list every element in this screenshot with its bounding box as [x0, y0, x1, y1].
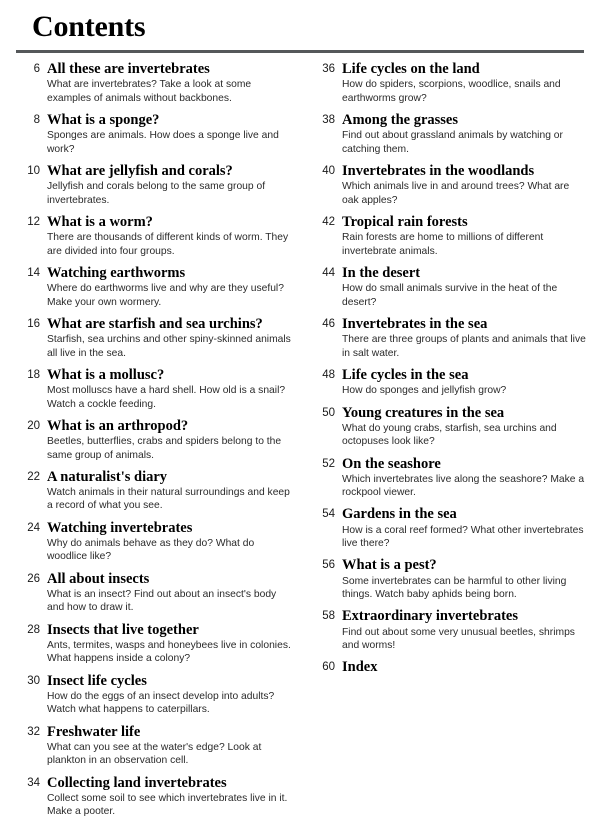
contents-column-right [309, 61, 586, 683]
toc-entry-title: Among the grasses [342, 111, 458, 128]
toc-entry-body [47, 775, 291, 819]
toc-entry-title: What are starfish and sea urchins? [47, 315, 263, 332]
toc-entry[interactable] [14, 316, 291, 360]
toc-entry-body [47, 520, 291, 564]
toc-page-number: 28 [27, 623, 40, 636]
toc-page-number: 22 [27, 470, 40, 483]
toc-page-number: 16 [27, 317, 40, 330]
toc-entry[interactable] [14, 265, 291, 309]
toc-entry-body [342, 506, 586, 550]
toc-page-number: 6 [33, 63, 40, 75]
toc-entry-title: In the desert [342, 264, 421, 281]
toc-entry-description: Starfish, sea urchins and other spiny-skinned animals all live in the sea. [47, 334, 291, 359]
toc-entry-body [47, 265, 291, 309]
toc-page-number: 26 [27, 572, 40, 585]
toc-page-number: 20 [27, 419, 40, 432]
toc-entry[interactable] [309, 659, 586, 675]
toc-entry-description: Where do earthworms live and why are they useful? Make your own wormery. [47, 283, 284, 308]
toc-entry-body [47, 316, 291, 360]
toc-entry[interactable] [309, 557, 586, 601]
toc-page-number: 58 [322, 610, 335, 623]
toc-entry[interactable] [309, 163, 586, 207]
toc-entry[interactable] [309, 316, 586, 360]
toc-entry-title: All about insects [47, 570, 150, 587]
toc-entry[interactable] [14, 214, 291, 258]
toc-page-number: 48 [322, 368, 335, 381]
toc-entry-body [342, 265, 586, 309]
toc-entry-description: How is a coral reef formed? What other invertebrates live there? [342, 524, 584, 550]
toc-entry[interactable] [309, 608, 586, 652]
toc-entry[interactable] [14, 571, 291, 615]
toc-entry-description: Sponges are animals. How does a sponge live and work? [47, 130, 279, 155]
toc-entry-description: Ants, termites, wasps and honeybees live in colonies. What happens inside a colony? [47, 640, 291, 665]
toc-entry-title: Gardens in the sea [342, 506, 457, 523]
toc-entry[interactable] [309, 367, 586, 398]
toc-page-number: 18 [27, 368, 40, 381]
toc-entry-body [47, 214, 291, 258]
toc-entry[interactable] [14, 622, 291, 666]
toc-page-number: 34 [27, 776, 40, 789]
toc-entry[interactable] [14, 418, 291, 462]
toc-entry-body [342, 367, 586, 398]
toc-entry-description: Why do animals behave as they do? What do woodlice like? [47, 538, 255, 563]
toc-entry-title: What is a mollusc? [47, 366, 165, 383]
toc-entry-body [342, 557, 586, 601]
toc-entry-body [47, 673, 291, 717]
toc-entry-body [342, 163, 586, 207]
toc-page-number: 40 [322, 164, 335, 177]
toc-entry-description: Find out about grassland animals by watching or catching them. [342, 130, 563, 155]
toc-entry-description: Beetles, butterflies, crabs and spiders belong to the same group of animals. [47, 436, 282, 461]
toc-entry-body [47, 61, 291, 105]
toc-entry-description: Which invertebrates live along the seashore? Make a rockpool viewer. [342, 473, 585, 499]
toc-page-number: 10 [27, 164, 40, 177]
toc-entry-body [47, 112, 291, 156]
toc-entry-description: What do young crabs, starfish, sea urchins and octopuses look like? [342, 422, 557, 448]
toc-entry-title: What is a sponge? [47, 111, 160, 128]
toc-entry-description: Collect some soil to see which invertebrates live in it. Make a pooter. [47, 793, 288, 818]
toc-entry-description: How do spiders, scorpions, woodlice, snails and earthworms grow? [342, 79, 561, 104]
title-divider [16, 50, 584, 53]
toc-page-number: 8 [33, 113, 40, 126]
toc-entry-body [342, 608, 586, 652]
toc-page-number: 30 [27, 674, 40, 687]
toc-entry-body [342, 214, 586, 258]
toc-entry-body [47, 367, 291, 411]
toc-entry[interactable] [14, 61, 291, 105]
toc-page-number: 14 [27, 266, 40, 279]
toc-entry-title: Watching invertebrates [47, 519, 193, 536]
toc-entry[interactable] [14, 775, 291, 819]
toc-page-number: 12 [27, 215, 40, 228]
toc-entry-title: Extraordinary invertebrates [342, 608, 518, 625]
toc-page-number: 44 [322, 266, 335, 279]
toc-entry-body [47, 724, 291, 768]
toc-entry-description: Most molluscs have a hard shell. How old is a snail? Watch a cockle feeding. [47, 385, 286, 410]
contents-column-left [14, 61, 291, 826]
toc-entry-title: All these are invertebrates [47, 61, 210, 77]
toc-entry-body [47, 418, 291, 462]
toc-entry-description: Find out about some very unusual beetles, shrimps and worms! [342, 626, 575, 652]
toc-page-number: 46 [322, 317, 335, 330]
toc-entry-description: What can you see at the water's edge? Look at plankton in an observation cell. [47, 742, 262, 767]
toc-entry-title: Tropical rain forests [342, 213, 468, 230]
toc-page-number: 52 [322, 457, 335, 470]
toc-entry[interactable] [14, 673, 291, 717]
toc-entry-title: A naturalist's diary [47, 468, 168, 485]
toc-entry[interactable] [309, 506, 586, 550]
toc-entry[interactable] [14, 163, 291, 207]
toc-entry-title: Life cycles in the sea [342, 366, 469, 383]
toc-entry-title: What are jellyfish and corals? [47, 162, 233, 179]
page-title: Contents [32, 10, 146, 43]
toc-page-number: 50 [322, 406, 335, 419]
toc-page-number: 38 [322, 113, 335, 126]
contents-columns [14, 61, 586, 826]
toc-page-number: 24 [27, 521, 40, 534]
toc-entry-title: On the seashore [342, 455, 441, 472]
toc-entry-description: Rain forests are home to millions of different invertebrate animals. [342, 232, 544, 257]
toc-entry-description: Which animals live in and around trees? What are oak apples? [342, 181, 570, 206]
toc-entry-description: How do small animals survive in the heat of the desert? [342, 283, 558, 308]
toc-entry-description: Jellyfish and corals belong to the same group of invertebrates. [47, 181, 266, 206]
toc-page-number: 36 [322, 63, 335, 75]
toc-entry[interactable] [14, 724, 291, 768]
toc-entry-body [342, 405, 586, 449]
toc-entry-title: What is an arthropod? [47, 417, 189, 434]
toc-entry[interactable] [309, 265, 586, 309]
toc-page-number: 56 [322, 559, 335, 572]
toc-entry-title: What is a pest? [342, 557, 437, 574]
toc-entry-title: Collecting land invertebrates [47, 774, 227, 791]
toc-entry-body [342, 456, 586, 500]
toc-entry-body [342, 61, 586, 105]
toc-entry-title: Index [342, 659, 378, 676]
toc-entry-title: Life cycles on the land [342, 61, 480, 77]
toc-entry-description: Watch animals in their natural surroundings and keep a record of what you see. [47, 487, 290, 512]
toc-entry-body [47, 571, 291, 615]
toc-entry-description: There are thousands of different kinds of worm. They are divided into four groups. [47, 232, 289, 257]
toc-entry-title: Watching earthworms [47, 264, 186, 281]
toc-entry-description: There are three groups of plants and animals that live in salt water. [342, 334, 586, 359]
toc-entry-title: Invertebrates in the woodlands [342, 162, 535, 179]
toc-entry-title: Insects that live together [47, 621, 199, 638]
toc-entry-title: What is a worm? [47, 213, 153, 230]
toc-entry-body [47, 469, 291, 513]
toc-entry-title: Insect life cycles [47, 672, 147, 689]
toc-entry-description: What is an insect? Find out about an insect's body and how to draw it. [47, 589, 277, 614]
toc-page-number: 54 [322, 508, 335, 521]
toc-entry-body [342, 659, 586, 675]
toc-entry[interactable] [14, 112, 291, 156]
toc-page-number: 42 [322, 215, 335, 228]
toc-entry-body [342, 316, 586, 360]
toc-entry-title: Invertebrates in the sea [342, 315, 488, 332]
toc-entry-description: How do sponges and jellyfish grow? [342, 385, 507, 397]
toc-entry-title: Freshwater life [47, 723, 141, 740]
toc-entry-description: How do the eggs of an insect develop into adults? Watch what happens to caterpillars. [47, 691, 275, 716]
toc-entry[interactable] [14, 469, 291, 513]
toc-page-number: 60 [322, 661, 335, 674]
toc-entry-body [47, 622, 291, 666]
toc-entry-title: Young creatures in the sea [342, 404, 505, 421]
toc-page-number: 32 [27, 725, 40, 738]
toc-entry[interactable] [309, 405, 586, 449]
toc-entry[interactable] [309, 61, 586, 105]
toc-entry[interactable] [14, 367, 291, 411]
toc-entry[interactable] [14, 520, 291, 564]
toc-entry-description: Some invertebrates can be harmful to other living things. Watch baby aphids being born. [342, 575, 567, 601]
toc-entry-body [47, 163, 291, 207]
toc-entry[interactable] [309, 456, 586, 500]
toc-entry[interactable] [309, 214, 586, 258]
toc-entry-body [342, 112, 586, 156]
toc-entry[interactable] [309, 112, 586, 156]
toc-entry-description: What are invertebrates? Take a look at some examples of animals without backbones. [47, 79, 252, 104]
